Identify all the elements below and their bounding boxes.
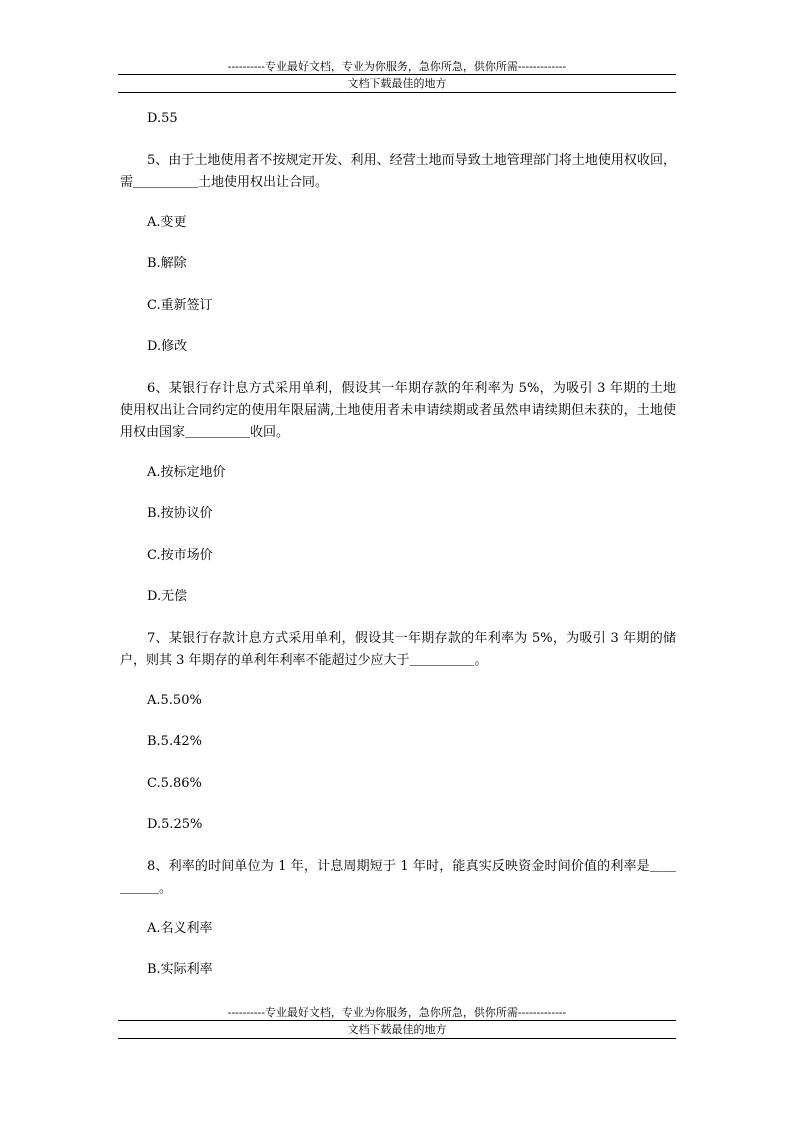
q7-option-a: A.5.50% [147,692,202,708]
q6-option-c: C.按市场价 [147,547,213,563]
q7-option-c: C.5.86% [147,775,202,791]
question-5: 5、由于土地使用者不按规定开发、利用、经营土地而导致土地管理部门将土地使用权收回，需＿＿＿＿＿土地使用权出让合同。 [120,152,676,190]
page-footer [118,1006,676,1039]
footer-banner: ----------专业最好文档，专业为你服务，急你所急，供你所需------------- [118,1006,676,1021]
question-6: 6、某银行存计息方式采用单利，假设其一年期存款的年利率为 5%，为吸引 3 年期的土地使用权出让合同约定的使用年限届满,土地使用者未申请续期或者虽然申请续期但未获的，土地使用权由国家＿＿＿＿＿收回。 [120,380,676,440]
q6-option-d: D.无偿 [147,589,188,604]
q5-option-b: B.解除 [147,256,187,271]
q7-option-b: B.5.42% [147,734,202,749]
q5-option-d: D.修改 [147,339,188,354]
q6-option-a: A.按标定地价 [147,464,226,480]
option-d: D.55 [147,111,178,126]
header-subtitle: 文档下载最佳的地方 [118,75,676,93]
question-8: 8、利率的时间单位为 1 年，计息周期短于 1 年时，能真实反映资金时间价值的利率是＿＿＿＿＿。 [120,858,676,896]
q8-option-a: A.名义利率 [147,920,213,936]
q7-option-d: D.5.25% [147,817,203,832]
q6-option-b: B.按协议价 [147,506,213,521]
document-body [120,108,676,1001]
question-7: 7、某银行存款计息方式采用单利，假设其一年期存款的年利率为 5%，为吸引 3 年期的储户，则其 3 年期存的单利年利率不能超过少应大于＿＿＿＿＿。 [120,630,676,668]
q5-option-a: A.变更 [147,214,187,230]
q8-option-b: B.实际利率 [147,962,213,977]
footer-subtitle: 文档下载最佳的地方 [118,1021,676,1039]
page-header [118,60,676,93]
q5-option-c: C.重新签订 [147,297,213,313]
header-banner: ----------专业最好文档，专业为你服务，急你所急，供你所需------------- [118,60,676,75]
